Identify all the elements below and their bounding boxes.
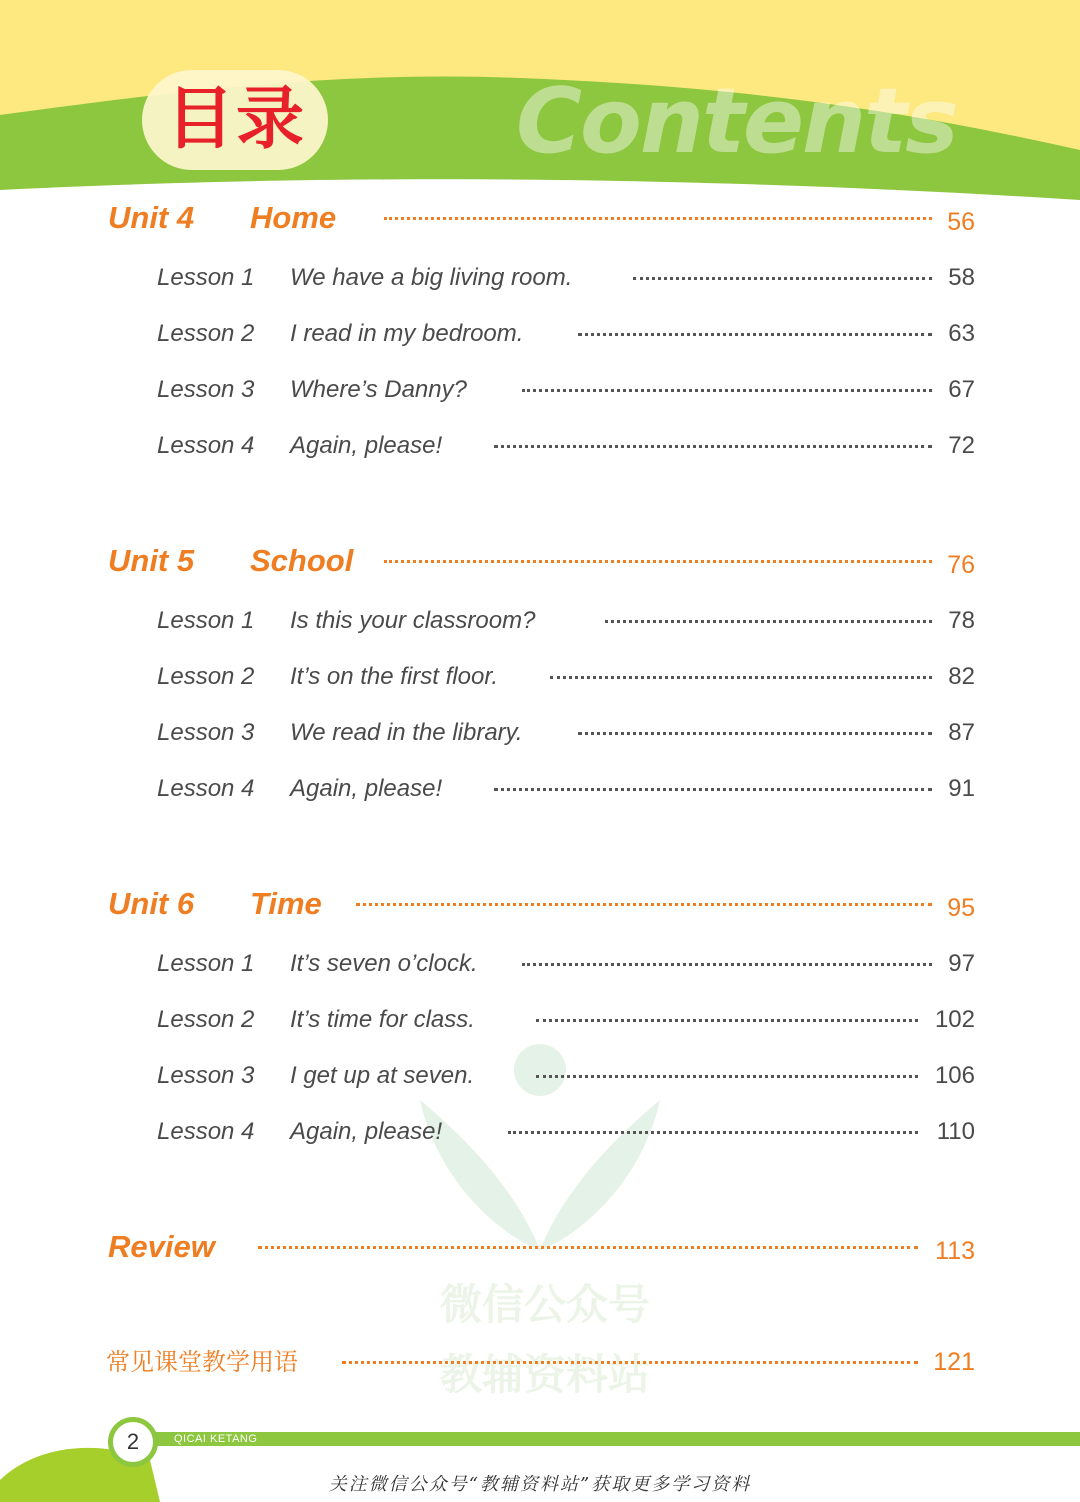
review-title: Review [108,1229,215,1264]
unit-label: Unit 4 [108,200,195,235]
lesson-label: Lesson 1 [157,607,255,634]
unit-label: Unit 6 [108,886,195,921]
page-title-cn: 目录 [165,80,306,159]
footer-note: 关注微信公众号“教辅资料站”获取更多学习资料 [328,1474,752,1495]
leader-dots [550,676,932,679]
toc-lesson-row[interactable] [0,936,1080,992]
lesson-label: Lesson 2 [157,320,255,347]
toc-unit-row[interactable] [0,876,1080,932]
page-number: 110 [936,1118,975,1145]
toc-lesson-row[interactable] [0,649,1080,705]
page-number: 82 [948,663,975,690]
lesson-label: Lesson 1 [157,950,255,977]
toc-lesson-row[interactable] [0,362,1080,418]
lesson-title: Is this your classroom? [290,607,536,634]
page-number: 91 [948,775,975,802]
footer-bar [150,1432,1080,1446]
lesson-title: Again, please! [290,1118,443,1145]
page-number: 87 [948,719,975,746]
leader-dots [494,788,932,791]
lesson-title: We have a big living room. [290,264,573,291]
unit-title: School [250,543,354,578]
toc-lesson-row[interactable] [0,705,1080,761]
toc-lesson-row[interactable] [0,992,1080,1048]
page-number-badge: 2 [108,1417,158,1467]
leader-dots [605,620,932,623]
leader-dots [633,277,932,280]
leader-dots [522,963,932,966]
toc-unit-row[interactable] [0,190,1080,246]
toc-lesson-row[interactable] [0,761,1080,817]
lesson-label: Lesson 4 [157,775,255,802]
unit-title: Time [250,886,322,921]
lesson-title: It’s time for class. [290,1006,475,1033]
page-number: 121 [933,1348,975,1376]
classroom-phrases-title: 常见课堂教学用语 [106,1348,298,1376]
lesson-title: It’s seven o’clock. [290,950,478,977]
toc-lesson-row[interactable] [0,250,1080,306]
leader-dots [384,217,932,220]
toc-lesson-row[interactable] [0,418,1080,474]
page-number: 95 [947,894,975,922]
leader-dots [384,560,932,563]
page-title-en: Contents [516,69,957,174]
leader-dots [356,903,932,906]
page-number: 113 [935,1237,975,1265]
lesson-label: Lesson 1 [157,264,255,291]
lesson-title: I read in my bedroom. [290,320,524,347]
page-number: 76 [947,551,975,579]
toc-classroom-phrases-row[interactable] [0,1334,1080,1390]
lesson-title: I get up at seven. [290,1062,475,1089]
lesson-title: Again, please! [290,775,443,802]
page-number: 63 [948,320,975,347]
lesson-label: Lesson 3 [157,1062,255,1089]
leader-dots [342,1361,918,1364]
leader-dots [536,1019,918,1022]
toc-lesson-row[interactable] [0,1048,1080,1104]
footer-brand: QICAI KETANG [174,1433,258,1445]
lesson-label: Lesson 2 [157,663,255,690]
page-number: 97 [948,950,975,977]
leader-dots [258,1246,918,1249]
lesson-title: It’s on the first floor. [290,663,499,690]
lesson-title: Again, please! [290,432,443,459]
leader-dots [578,333,932,336]
page-number: 56 [947,208,975,236]
leader-dots [578,732,932,735]
toc-unit-row[interactable] [0,533,1080,589]
page-number: 58 [948,264,975,291]
page-number: 78 [948,607,975,634]
page-number: 67 [948,376,975,403]
lesson-label: Lesson 3 [157,719,255,746]
toc-review-row[interactable] [0,1219,1080,1275]
lesson-title: Where’s Danny? [290,376,467,403]
page-number: 72 [948,432,975,459]
lesson-label: Lesson 3 [157,376,255,403]
toc-lesson-row[interactable] [0,1104,1080,1160]
watermark-text-line2: 教辅资料站 [439,1350,650,1399]
leader-dots [494,445,932,448]
toc-lesson-row[interactable] [0,306,1080,362]
toc-lesson-row[interactable] [0,593,1080,649]
leader-dots [508,1131,918,1134]
leader-dots [522,389,932,392]
lesson-label: Lesson 4 [157,1118,255,1145]
lesson-label: Lesson 4 [157,432,255,459]
watermark-text-line1: 微信公众号 [439,1280,650,1329]
lesson-label: Lesson 2 [157,1006,255,1033]
page-number: 106 [934,1062,975,1089]
unit-title: Home [250,200,337,235]
page-number: 102 [934,1006,975,1033]
unit-label: Unit 5 [108,543,195,578]
leader-dots [536,1075,918,1078]
lesson-title: We read in the library. [290,719,523,746]
